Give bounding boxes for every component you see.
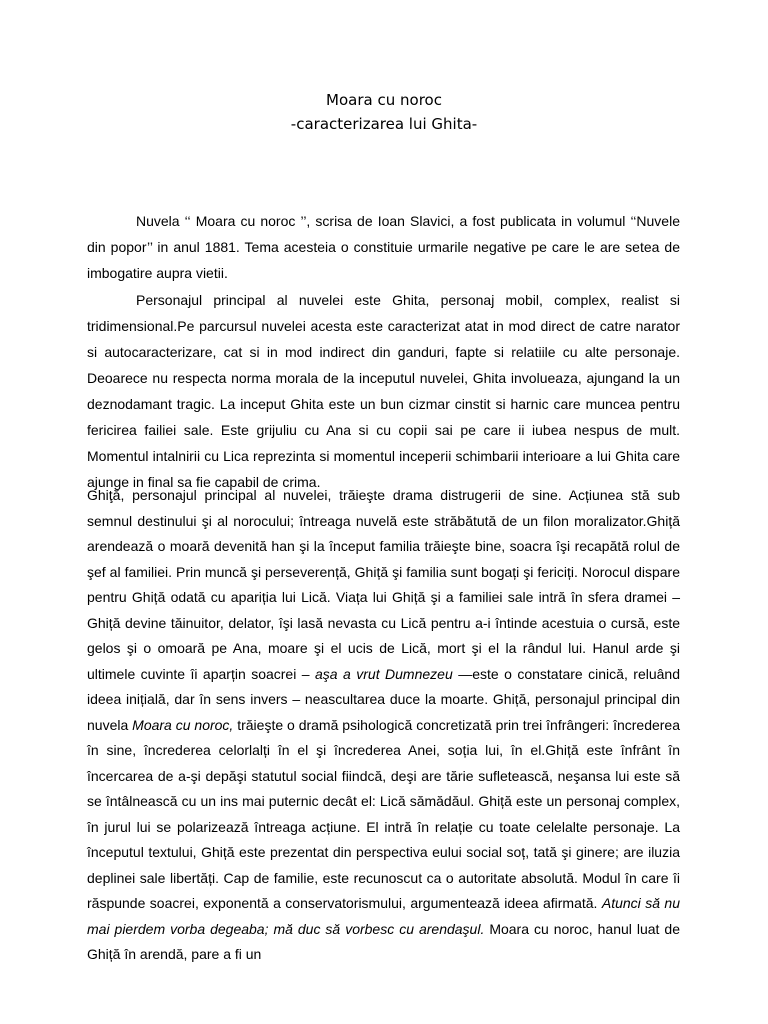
quote-arendasul: Atunci să nu mai pierdem vorba degeaba; mă duc să vorbesc cu arendaşul. [87,895,680,937]
paragraph-3 [87,483,680,968]
paragraph-3-text [87,483,680,968]
paragraph-1-text: Nuvela ‘‘ Moara cu noroc ’’, scrisa de Ioan Slavici, a fost publicata in volumul ‘‘Nuvele din popor’’ in anul 1881. Tema acesteia o constituie urmarile negative pe care le are setea de imbogatire aupra vietii. [87,213,680,281]
paragraph-3-part-3: trăieşte o dramă psihologică concretizată prin trei înfrângeri: încrederea în sine, încrederea celorlalți în el şi încrederea Anei, soția lui, în el.Ghiță este înfrânt în încercarea de a-şi depăşi statutul social fiindcă, deşi are tărie sufletească, neşansa lui este să se întâlnească cu un ins mai puternic decât el: Lică sămădăul. Ghiță este un personaj complex, în jurul lui se polarizează întreaga acțiune. El intră în relație cu toate celelalte personaje. La începutul textului, Ghiță este prezentat din perspectiva eului social soț, tată şi ginere; are iluzia deplinei sale libertăți. Cap de familie, este recunoscut ca o autoritate absolută. Modul în care îi răspunde soacrei, exponentă a conservatorismului, argumentează ideea afirmată. [87,716,681,911]
quote-dumnezeu: aşa a vrut Dumnezeu [315,665,453,682]
paragraph-3-part-2: —este o constatare cinică, reluând ideea inițială, dar în sens invers – neascultarea duce la moarte. Ghiță, personajul principal din nuvela [87,665,680,733]
paragraph-1 [87,208,680,286]
paragraph-2 [87,287,680,495]
document-title: Moara cu noroc [326,91,442,109]
paragraph-3-part-4: Moara cu noroc, hanul luat de Ghiță în arendă, pare a fi un [87,920,680,962]
document-subtitle: -caracterizarea lui Ghita- [290,115,478,133]
title-block [0,88,768,136]
paragraph-2-text: Personajul principal al nuvelei este Ghita, personaj mobil, complex, realist si tridimensional.Pe parcursul nuvelei acesta este caracterizat atat in mod direct de catre narator si autocaracterizare, cat si in mod indirect din ganduri, fapte si relatiile cu alte personaje. Deoarece nu respecta norma morala de la inceputul nuvelei, Ghita involueaza, ajungand la un deznodamant tragic. La inceput Ghita este un bun cizmar cinstit si harnic care muncea pentru fericirea failiei sale. Este grijuliu cu Ana si cu copii sai pe care ii iubea nespus de mult. Momentul intalnirii cu Lica reprezinta si momentul inceperii schimbarii interioare a lui Ghita care ajunge in final sa fie capabil de crima. [87,292,680,490]
paragraph-3-part-1: Ghiţă, personajul principal al nuvelei, trăieşte drama distrugerii de sine. Acțiunea stă sub semnul destinului şi al norocului; întreaga nuvelă este străbătută de un filon moralizator.Ghiță arendează o moară devenită han şi la început familia trăieşte bine, soacra îşi recapătă rolul de şef al familiei. Prin muncă şi perseverență, Ghiță şi familia sunt bogați şi fericiți. Norocul dispare pentru Ghiță odată cu apariția lui Lică. Viața lui Ghiță şi a familiei sale intră în sfera dramei – Ghiță devine tăinuitor, delator, îşi lasă nevasta cu Lică pentru a-i întinde acestuia o cursă, este gelos şi o omoară pe Ana, moare şi el ucis de Lică, mort şi el la rândul lui. Hanul arde şi ultimele cuvinte îi aparțin soacrei – [87,487,680,682]
quote-moara-cu-noroc: Moara cu noroc, [132,716,234,733]
